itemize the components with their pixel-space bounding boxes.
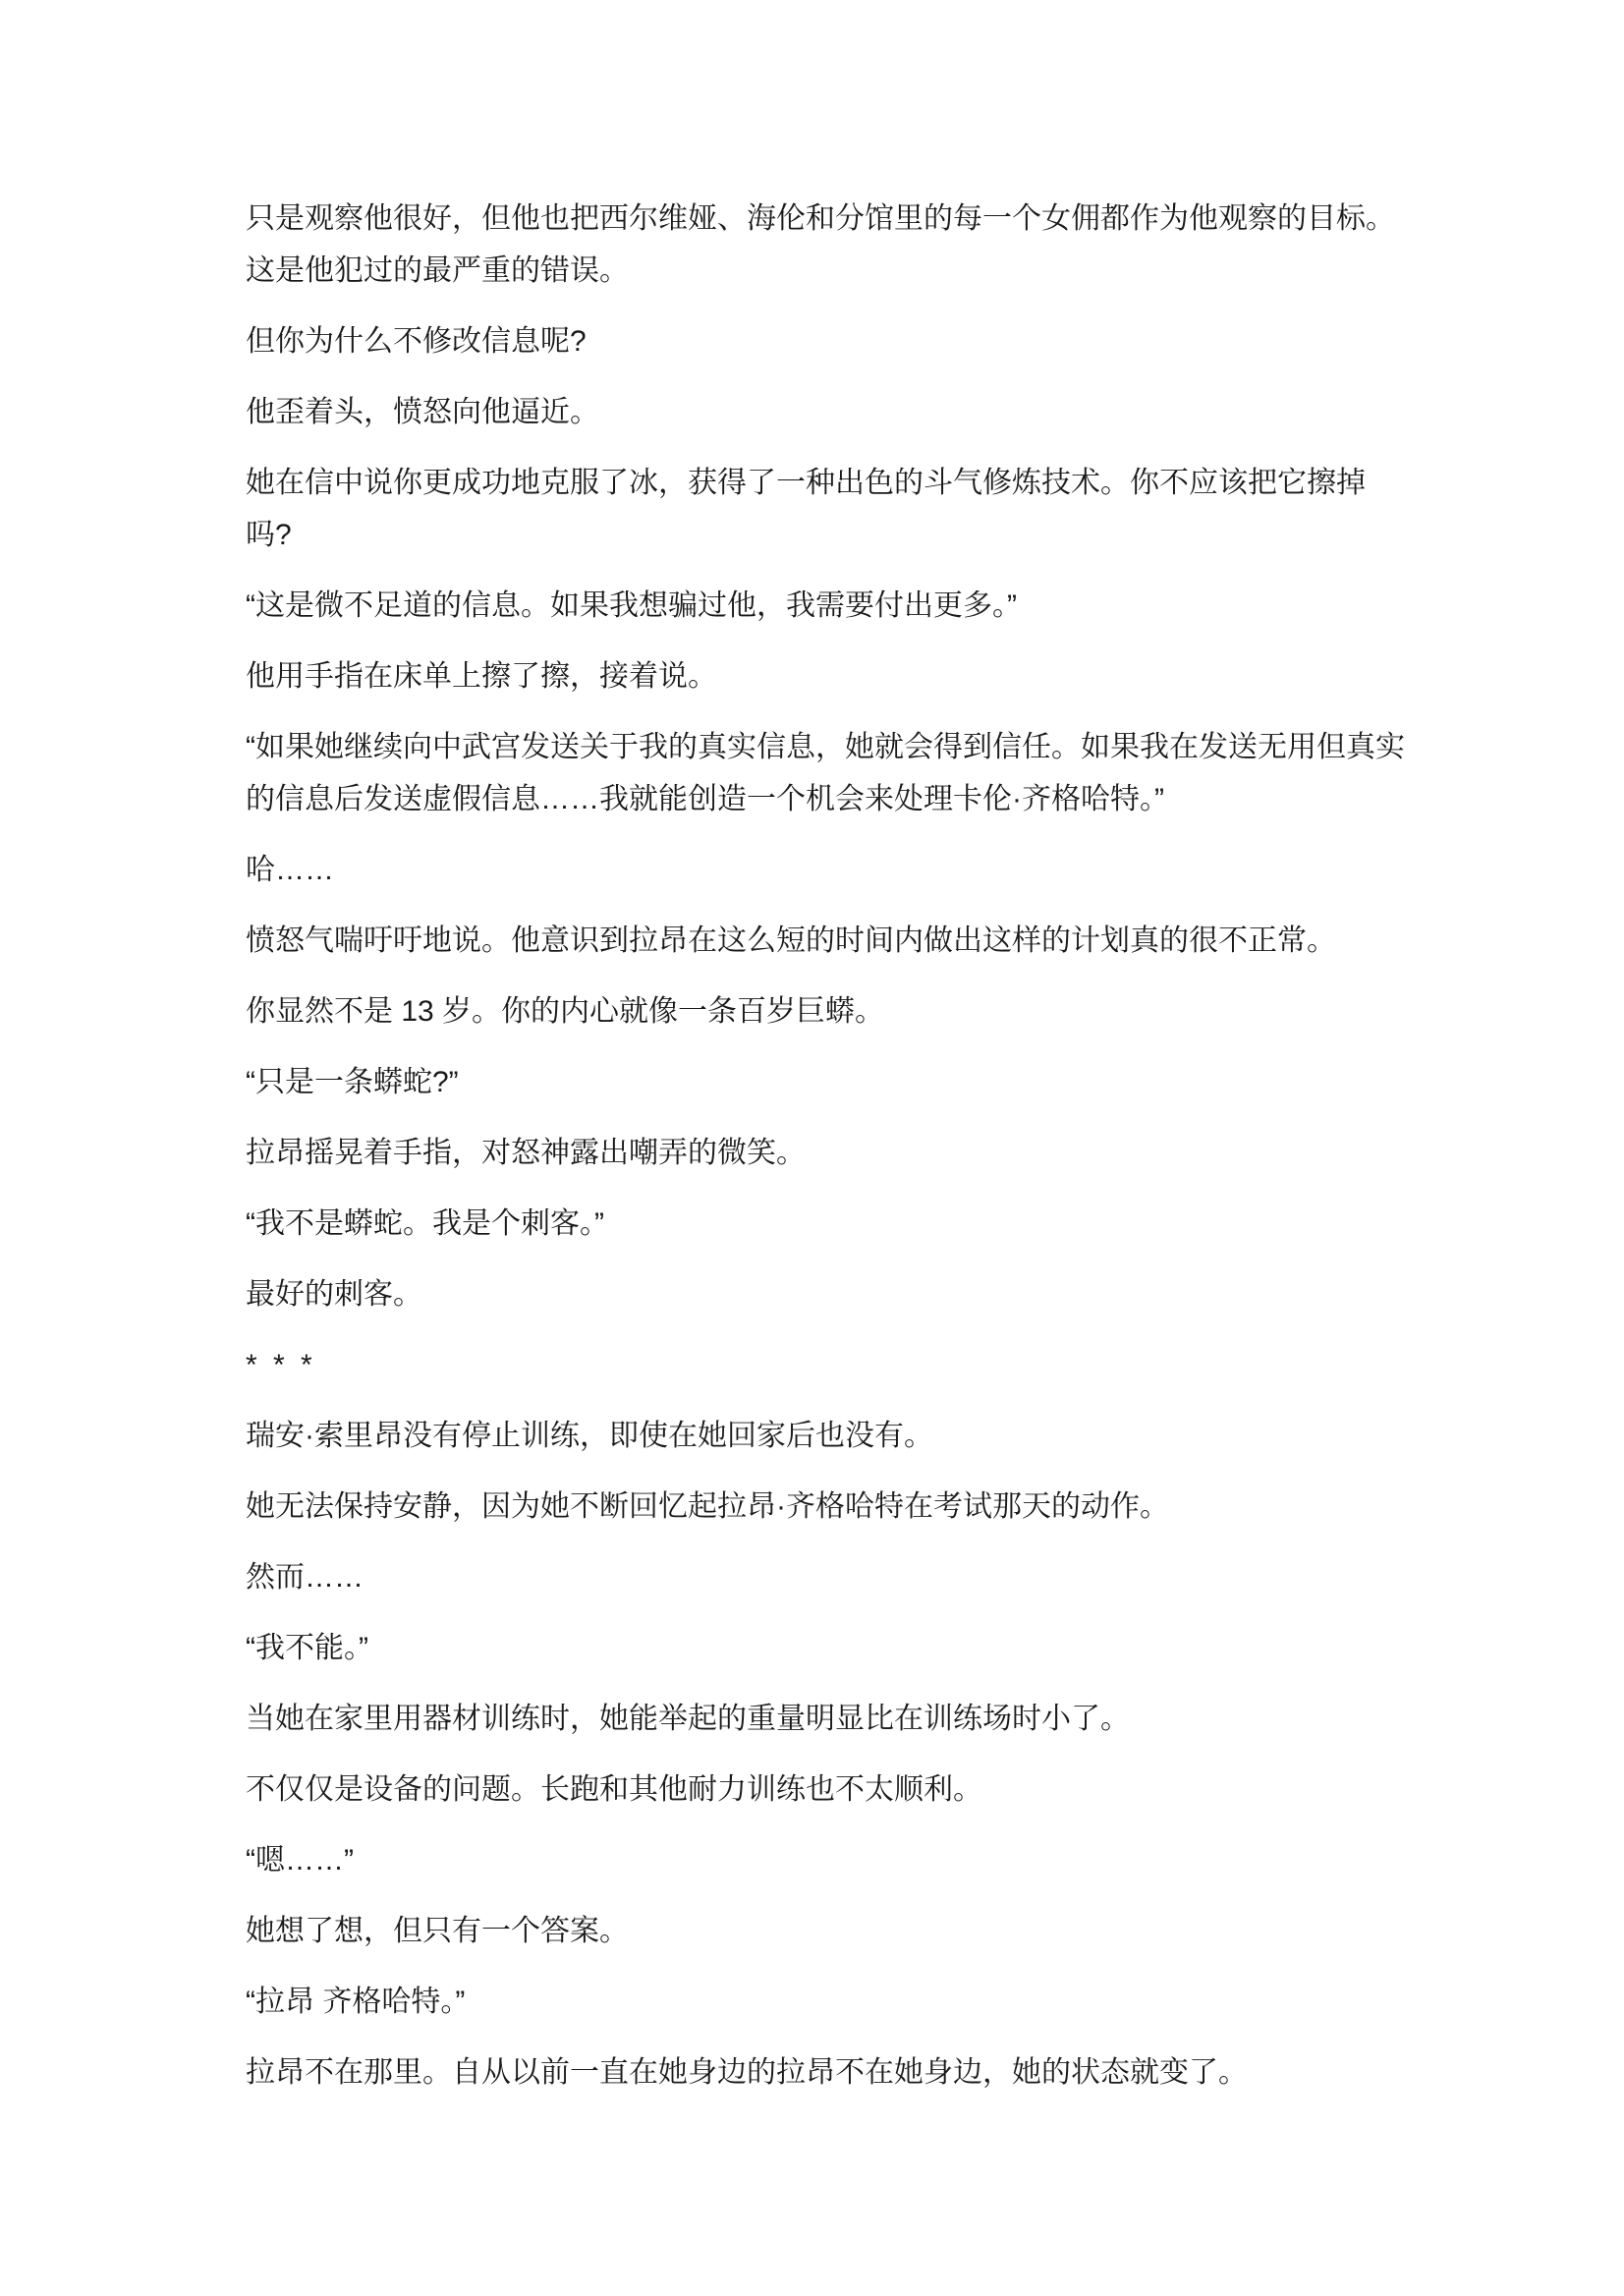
paragraph: 拉昂不在那里。自从以前一直在她身边的拉昂不在她身边，她的状态就变了。: [246, 2056, 1248, 2089]
paragraph: “只是一条蟒蛇?”: [246, 1066, 459, 1098]
paragraph: 哈……: [246, 854, 334, 886]
paragraph: “我不是蟒蛇。我是个刺客。”: [246, 1207, 604, 1240]
paragraph: “嗯……”: [246, 1844, 354, 1876]
paragraph: “拉昂 齐格哈特。”: [246, 1986, 466, 2018]
paragraph: 然而……: [246, 1561, 364, 1594]
paragraph: 但你为什么不修改信息呢?: [246, 325, 587, 358]
paragraph: “我不能。”: [246, 1632, 368, 1664]
paragraph: 瑞安·索里昂没有停止训练，即使在她回家后也没有。: [246, 1420, 933, 1452]
paragraph: 最好的刺客。: [246, 1278, 422, 1311]
paragraph: 他歪着头，愤怒向他逼近。: [246, 396, 599, 428]
paragraph: 她无法保持安静，因为她不断回忆起拉昂·齐格哈特在考试那天的动作。: [246, 1490, 1169, 1523]
paragraph: 他用手指在床单上擦了擦，接着说。: [246, 660, 717, 693]
paragraph: 她想了想，但只有一个答案。: [246, 1915, 629, 1947]
section-separator: * * *: [246, 1349, 316, 1381]
paragraph: “这是微不足道的信息。如果我想骗过他，我需要付出更多。”: [246, 589, 1017, 622]
paragraph: 不仅仅是设备的问题。长跑和其他耐力训练也不太顺利。: [246, 1773, 982, 1806]
paragraph: 你显然不是 13 岁。你的内心就像一条百岁巨蟒。: [246, 995, 885, 1028]
paragraph: 只是观察他很好，但他也把西尔维娅、海伦和分馆里的每一个女佣都作为他观察的目标。这是他犯过的最严重的错误。: [246, 202, 1395, 287]
paragraph: “如果她继续向中武宫发送关于我的真实信息，她就会得到信任。如果我在发送无用但真实的信息后发送虚假信息……我就能创造一个机会来处理卡伦·齐格哈特。”: [246, 731, 1405, 815]
paragraph: 拉昂摇晃着手指，对怒神露出嘲弄的微笑。: [246, 1137, 806, 1169]
paragraph: 愤怒气喘吁吁地说。他意识到拉昂在这么短的时间内做出这样的计划真的很不正常。: [246, 924, 1336, 957]
paragraph: 她在信中说你更成功地克服了冰，获得了一种出色的斗气修炼技术。你不应该把它擦掉吗?: [246, 467, 1366, 551]
paragraph: 当她在家里用器材训练时，她能举起的重量明显比在训练场时小了。: [246, 1703, 1130, 1735]
